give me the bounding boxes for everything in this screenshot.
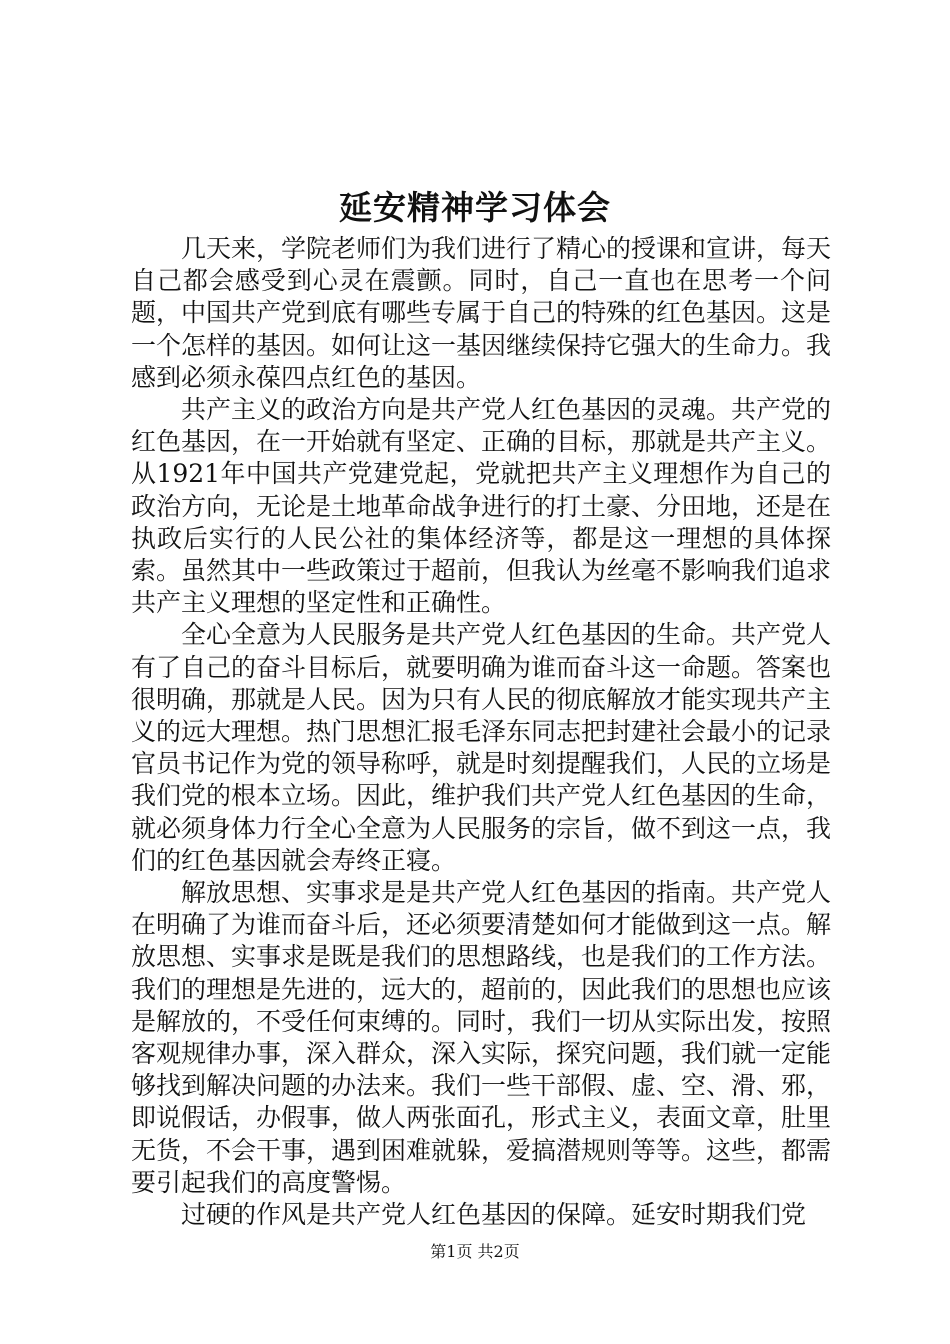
- paragraph-3: 全心全意为人民服务是共产党人红色基因的生命。共产党人有了自己的奋斗目标后，就要明确为谁而奋斗这一命题。答案也很明确，那就是人民。因为只有人民的彻底解放才能实现共产主义的远大理想。热门思想汇报毛泽东同志把封建社会最小的记录官员书记作为党的领导称呼，就是时刻提醒我们，人民的立场是我们党的根本立场。因此，维护我们共产党人红色基因的生命，就必须身体力行全心全意为人民服务的宗旨，做不到这一点，我们的红色基因就会寿终正寝。: [131, 620, 832, 875]
- paragraph-1: 几天来，学院老师们为我们进行了精心的授课和宣讲，每天自己都会感受到心灵在震颤。同时，自己一直也在思考一个问题，中国共产党到底有哪些专属于自己的特殊的红色基因。这是一个怎样的基因。如何让这一基因继续保持它强大的生命力。我感到必须永葆四点红色的基因。: [131, 234, 832, 392]
- paragraph-5: 过硬的作风是共产党人红色基因的保障。延安时期我们党: [181, 1200, 807, 1230]
- page-title: 延安精神学习体会: [339, 188, 611, 227]
- page-number-footer: 第1页 共2页: [430, 1242, 520, 1261]
- paragraph-2: 共产主义的政治方向是共产党人红色基因的灵魂。共产党的红色基因，在一开始就有坚定、正确的目标，那就是共产主义。从1921年中国共产党建党起，党就把共产主义理想作为自己的政治方向，无论是土地革命战争进行的打土豪、分田地，还是在执政后实行的人民公社的集体经济等，都是这一理想的具体探索。虽然其中一些政策过于超前，但我认为丝毫不影响我们追求共产主义理想的坚定性和正确性。: [131, 395, 832, 618]
- paragraph-4: 解放思想、实事求是是共产党人红色基因的指南。共产党人在明确了为谁而奋斗后，还必须要清楚如何才能做到这一点。解放思想、实事求是既是我们的思想路线，也是我们的工作方法。我们的理想是先进的，远大的，超前的，因此我们的思想也应该是解放的，不受任何束缚的。同时，我们一切从实际出发，按照客观规律办事，深入群众，深入实际，探究问题，我们就一定能够找到解决问题的办法来。我们一些干部假、虚、空、滑、邪，即说假话，办假事，做人两张面孔，形式主义，表面文章，肚里无货，不会干事，遇到困难就躲，爱搞潜规则等等。这些，都需要引起我们的高度警惕。: [131, 878, 832, 1197]
- document-body: [131, 233, 831, 1231]
